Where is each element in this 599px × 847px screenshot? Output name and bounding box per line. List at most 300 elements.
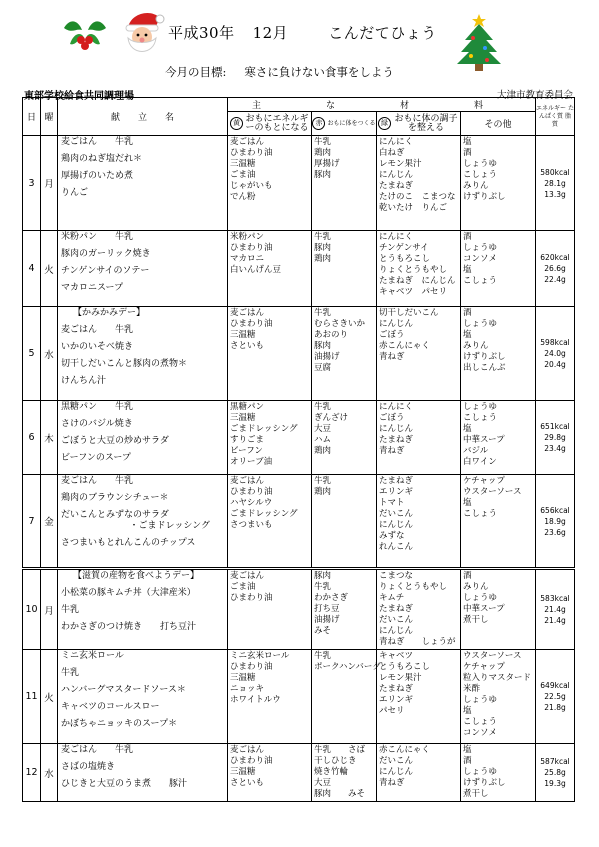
row-day: 10 (23, 569, 41, 650)
menu-item: いかのいそべ焼き (61, 342, 134, 352)
row-day: 3 (23, 136, 41, 231)
ingredient: 麦ごはん (230, 571, 265, 581)
ingredient: ごま油 (230, 582, 256, 592)
row-nutrition (536, 307, 575, 401)
row-menu (58, 475, 228, 569)
nutrition-value: 22.4g (544, 275, 566, 284)
col-nutrition: エネルギー たんぱく質 脂 質 (536, 98, 575, 136)
ingredient: レモン果汁 (379, 159, 422, 169)
ingredient: 塩 (463, 424, 472, 434)
ingredient: とうもろこし (379, 662, 431, 672)
ingredient: ごま油 (230, 170, 256, 180)
title-name: こんだてひょう (328, 24, 437, 42)
ingredient: 牛乳 (314, 651, 332, 661)
menu-item: さつまいもとれんこんのチップス (61, 538, 196, 548)
ingredient: 塩 (463, 330, 472, 340)
row-weekday: 火 (41, 231, 58, 307)
ingredient: ビーフン (230, 446, 263, 456)
ingredient: 鶏肉 (314, 254, 332, 264)
page-title (168, 22, 455, 43)
ingredient: わかさぎ (314, 593, 349, 603)
nutrition-value: 656kcal (540, 505, 570, 515)
row-body (312, 569, 377, 650)
ingredient: エリンギ (379, 487, 414, 497)
nutrition-value: 23.6g (544, 527, 566, 537)
ingredient: 三温糖 (230, 767, 256, 777)
title-month: 12月 (252, 24, 289, 42)
ingredient: あおのり (314, 330, 349, 340)
row-nutrition (536, 569, 575, 650)
row-day: 11 (23, 650, 41, 744)
row-energy (228, 475, 312, 569)
menu-item: キャベツのコールスロー (61, 702, 160, 712)
row-regulate (377, 569, 461, 650)
row-other (461, 231, 536, 307)
nutrition-value: 23.4g (544, 444, 566, 453)
row-other (461, 307, 536, 401)
ingredient: 煮干し (463, 789, 489, 799)
menu-item: 黒糖パン 牛乳 (61, 402, 134, 412)
ingredient: 豚肉 (314, 243, 332, 253)
row-weekday: 木 (41, 401, 58, 475)
ingredient: けずりぶし (463, 778, 506, 788)
menu-item: だいこんとみずなのサラダ (61, 510, 169, 520)
ingredient: りょくとうもやし (379, 265, 448, 275)
nutrition-value: 24.0g (544, 349, 566, 358)
nutrition-value: 649kcal (540, 681, 570, 690)
ingredient: けずりぶし (463, 192, 506, 202)
ingredient: ウスターソース (463, 651, 522, 661)
ingredient: 鶏肉 (314, 487, 332, 497)
goal-text: 寒さに負けない食事をしよう (244, 65, 394, 79)
ingredient: しょうゆ (463, 319, 498, 329)
row-nutrition (536, 231, 575, 307)
ingredient: 厚揚げ (314, 159, 340, 169)
ingredient: 青ねぎ (379, 352, 405, 362)
ingredient: 煮干し (463, 615, 489, 625)
ingredient: しょうゆ (463, 243, 498, 253)
nutrition-value: 587kcal (540, 757, 570, 766)
ingredient: にんじん (379, 424, 414, 434)
menu-item: さばの塩焼き (61, 762, 116, 772)
row-menu (58, 401, 228, 475)
ingredient: 牛乳 さば (314, 745, 366, 755)
row-body (312, 136, 377, 231)
ingredient: にんにく (379, 402, 414, 412)
ingredient: みそ (314, 626, 332, 636)
ingredient: 赤こんにゃく (379, 745, 430, 755)
row-regulate (377, 136, 461, 231)
ingredient: だいこん (379, 509, 414, 519)
row-other (461, 650, 536, 744)
ingredient: 塩 (463, 706, 472, 716)
menu-item: 鶏肉のブラウンシチュー＊ (61, 493, 169, 503)
nutrition-value: 22.5g (544, 692, 566, 701)
nutrition-value: 18.9g (544, 516, 566, 526)
row-menu (58, 569, 228, 650)
menu-item: ひじきと大豆のうま煮 豚汁 (61, 779, 188, 789)
menu-item: ごぼうと大豆の炒めサラダ (61, 436, 169, 446)
nutrition-value: 28.1g (544, 178, 566, 188)
row-day: 6 (23, 401, 41, 475)
row-regulate (377, 307, 461, 401)
row-menu (58, 650, 228, 744)
ingredient: 白いんげん豆 (230, 265, 282, 275)
ingredient: ぎんざけ (314, 413, 349, 423)
ingredient: たまねぎ (379, 604, 414, 614)
nutrition-value: 21.4g (544, 616, 566, 625)
ingredient: こしょう (463, 413, 498, 423)
menu-item: 【かみかみデー】 (73, 308, 146, 318)
menu-item: 麦ごはん 牛乳 (61, 137, 134, 147)
ingredient: キャベツ (379, 651, 414, 661)
ingredient: たまねぎ (379, 476, 414, 486)
ingredient: ひまわり油 (230, 662, 273, 672)
table-row (23, 401, 575, 475)
ingredient: ポークハンバーグ (314, 662, 381, 672)
row-day: 4 (23, 231, 41, 307)
nutrition-value: 580kcal (540, 167, 570, 177)
ingredient: 切干しだいこん (379, 308, 439, 318)
ingredient: 酒 (463, 571, 472, 581)
row-other (461, 401, 536, 475)
ingredient: 牛乳 (314, 232, 332, 242)
ingredient: 麦ごはん (230, 476, 265, 486)
nutrition-value: 598kcal (540, 338, 570, 347)
table-row (23, 569, 575, 650)
ingredient: 米粉パン (230, 232, 265, 242)
ingredient: ごぼう (379, 330, 405, 340)
row-regulate (377, 475, 461, 569)
row-menu (58, 307, 228, 401)
col-other: その他 (461, 112, 536, 136)
row-energy (228, 401, 312, 475)
row-weekday: 月 (41, 569, 58, 650)
ingredient: にんにく (379, 137, 414, 147)
ingredient: たまねぎ (379, 181, 414, 191)
ingredient: 三温糖 (230, 673, 256, 683)
ingredient: 麦ごはん (230, 745, 265, 755)
holly-icon (60, 14, 110, 54)
ingredient: ハム (314, 435, 332, 445)
nutrition-value: 13.3g (544, 189, 566, 199)
table-row (23, 136, 575, 231)
ingredient: チンゲンサイ (379, 243, 429, 253)
menu-item: ハンバーグマスタードソース＊ (61, 685, 186, 695)
ingredient: 青ねぎ (379, 446, 405, 456)
ingredient: 青ねぎ (379, 778, 405, 788)
ingredient: でん粉 (230, 192, 256, 202)
ingredient: 豚肉 (314, 571, 332, 581)
board-name: 大津市教育委員会 (496, 90, 573, 101)
ingredient: しょうゆ (463, 593, 498, 603)
nutrition-value: 21.4g (544, 605, 566, 614)
ingredient: 粒入りマスタード (463, 673, 532, 683)
row-nutrition (536, 475, 575, 569)
ingredient: 鶏肉 (314, 148, 332, 158)
ingredient: 白ねぎ (379, 148, 405, 158)
row-body (312, 401, 377, 475)
nutrition-value: 651kcal (540, 422, 570, 431)
menu-table (22, 97, 575, 802)
row-other (461, 136, 536, 231)
ingredient: 塩 (463, 498, 472, 508)
ingredient: こまつな (379, 571, 414, 581)
row-weekday: 月 (41, 136, 58, 231)
ingredient: 豆腐 (314, 363, 332, 373)
row-body (312, 307, 377, 401)
row-weekday: 水 (41, 744, 58, 802)
row-energy (228, 569, 312, 650)
ingredient: こしょう (463, 509, 498, 519)
row-body (312, 744, 377, 802)
ingredient: 酒 (463, 756, 472, 766)
row-menu (58, 744, 228, 802)
ingredient: パセリ (379, 706, 405, 716)
ingredient: にんじん (379, 319, 414, 329)
monthly-goal (165, 64, 394, 80)
ingredient: れんこん (379, 542, 414, 552)
ingredient: 酒 (463, 232, 472, 242)
ingredient: 豚肉 (314, 341, 332, 351)
menu-item: わかさぎのつけ焼き 打ち豆汁 (61, 622, 197, 632)
menu-item: 鶏肉のねぎ塩だれ＊ (61, 154, 143, 164)
santa-icon (120, 10, 166, 58)
ingredient: ごまドレッシング (230, 509, 298, 519)
ingredient: 出しこんぶ (463, 363, 506, 373)
row-nutrition (536, 401, 575, 475)
ingredient: キャベツ パセリ (379, 287, 448, 297)
menu-item: さけのバジル焼き (61, 419, 133, 429)
ingredient: 牛乳 (314, 582, 332, 592)
ingredient: しょうゆ (463, 767, 498, 777)
ingredient: にんじん (379, 626, 414, 636)
table-row (23, 231, 575, 307)
col-weekday: 曜 (41, 98, 58, 136)
ingredient: 赤こんにゃく (379, 341, 430, 351)
menu-item: ミニ玄米ロール (61, 651, 124, 661)
row-body (312, 231, 377, 307)
ingredient: 中華スープ (463, 435, 505, 445)
ingredient: ひまわり油 (230, 487, 273, 497)
ingredient: ハヤシルウ (230, 498, 273, 508)
ingredient: 麦ごはん (230, 308, 265, 318)
ingredient: ごぼう (379, 413, 405, 423)
ingredient: さといも (230, 341, 265, 351)
ingredient: トマト (379, 498, 405, 508)
energy-mark: 黄 (230, 117, 243, 130)
ingredient: 塩 (463, 137, 472, 147)
col-menu: 献 立 名 (58, 98, 228, 136)
ingredient: りょくとうもやし (379, 582, 448, 592)
ingredient: 油揚げ (314, 615, 340, 625)
menu-item: 米粉パン 牛乳 (61, 232, 134, 242)
ingredient: 大豆 (314, 424, 332, 434)
row-body (312, 475, 377, 569)
menu-item: ・ごまドレッシング (129, 521, 210, 531)
ingredient: ごまドレッシング (230, 424, 298, 434)
nutrition-value: 26.6g (544, 264, 566, 273)
ingredient: だいこん (379, 615, 414, 625)
ingredient: こしょう (463, 276, 498, 286)
goal-label: 今月の目標: (165, 65, 227, 79)
ingredient: オリーブ油 (230, 457, 273, 467)
ingredient: レモン果汁 (379, 673, 422, 683)
ingredient: だいこん (379, 756, 414, 766)
row-nutrition (536, 744, 575, 802)
ingredient: 牛乳 (314, 476, 332, 486)
ingredient: ひまわり油 (230, 756, 273, 766)
ingredient: たまねぎ にんじん (379, 276, 456, 286)
ingredient: ケチャップ (463, 476, 505, 486)
menu-item: 小松菜の豚キムチ丼（大津産米） (61, 588, 196, 598)
ingredient: にんじん (379, 170, 414, 180)
col-ingredients: 主 な 材 料 (228, 98, 536, 112)
ingredient: ウスターソース (463, 487, 522, 497)
row-energy (228, 650, 312, 744)
ingredient: すりごま (230, 435, 265, 445)
row-regulate (377, 231, 461, 307)
row-other (461, 475, 536, 569)
row-weekday: 金 (41, 475, 58, 569)
ingredient: 青ねぎ しょうが (379, 637, 456, 647)
ingredient: 油揚げ (314, 352, 340, 362)
menu-item: 【滋賀の産物を食べようデー】 (73, 571, 200, 581)
ingredient: ひまわり油 (230, 243, 273, 253)
ingredient: 牛乳 (314, 137, 332, 147)
ingredient: 米酢 (463, 684, 481, 694)
ingredient: けずりぶし (463, 352, 506, 362)
nutrition-value: 620kcal (540, 253, 570, 262)
ingredient: キムチ (379, 593, 405, 603)
ingredient: 牛乳 (314, 308, 332, 318)
nutrition-value: 583kcal (540, 594, 570, 603)
ingredient: にんじん (379, 520, 414, 530)
menu-item: 豚肉のガーリック焼き (61, 249, 151, 259)
ingredient: しょうゆ (463, 695, 498, 705)
title-era: 平成30年 (168, 24, 235, 42)
row-weekday: 水 (41, 307, 58, 401)
body-mark: 赤 (312, 117, 325, 130)
menu-item: 切干しだいこんと豚肉の煮物＊ (61, 359, 188, 369)
row-energy (228, 136, 312, 231)
menu-item: 麦ごはん 牛乳 (61, 745, 134, 755)
ingredient: コンソメ (463, 254, 497, 264)
ingredient: 干しひじき (314, 756, 357, 766)
regulate-mark: 緑 (378, 117, 391, 130)
ingredient: コンソメ (463, 728, 497, 738)
ingredient: さといも (230, 778, 265, 788)
ingredient: ニョッキ (230, 684, 265, 694)
row-energy (228, 307, 312, 401)
ingredient: みずな (379, 531, 405, 541)
ingredient: 三温糖 (230, 413, 256, 423)
ingredient: 豚肉 (314, 170, 332, 180)
menu-item: マカロニスープ (61, 283, 124, 293)
ingredient: たけのこ こまつな (379, 192, 456, 202)
ingredient: 乾いたけ りんご (379, 203, 448, 213)
row-energy (228, 231, 312, 307)
ingredient: じゃがいも (230, 181, 273, 191)
ingredient: 打ち豆 (314, 604, 340, 614)
ingredient: 牛乳 (314, 402, 332, 412)
col-energy: 黄 おもにエネルギーのもとになる (228, 112, 312, 136)
menu-item: かぼちゃニョッキのスープ＊ (61, 719, 178, 729)
ingredient: 麦ごはん (230, 137, 265, 147)
ingredient: しょうゆ (463, 159, 498, 169)
row-nutrition (536, 650, 575, 744)
ingredient: ひまわり油 (230, 593, 273, 603)
menu-item: りんご (61, 188, 89, 198)
table-row (23, 475, 575, 569)
ingredient: 鶏肉 (314, 446, 332, 456)
col-body: 赤 おもに体をつくる (312, 112, 377, 136)
ingredient: にんじん (379, 767, 414, 777)
christmas-tree-icon (453, 10, 505, 72)
menu-item: ビーフンのスープ (61, 453, 131, 463)
ingredient: ケチャップ (463, 662, 505, 672)
row-menu (58, 231, 228, 307)
ingredient: 中華スープ (463, 604, 505, 614)
row-day: 12 (23, 744, 41, 802)
ingredient: 酒 (463, 308, 472, 318)
row-regulate (377, 744, 461, 802)
nutrition-value: 20.4g (544, 360, 566, 369)
ingredient: 三温糖 (230, 159, 256, 169)
ingredient: 大豆 (314, 778, 332, 788)
row-menu (58, 136, 228, 231)
menu-item: けんちん汁 (61, 376, 107, 386)
ingredient: むらさきいか (314, 319, 366, 329)
ingredient: 三温糖 (230, 330, 256, 340)
menu-item: 厚揚げのいため煮 (61, 171, 134, 181)
table-row (23, 307, 575, 401)
table-row (23, 650, 575, 744)
nutrition-value: 21.8g (544, 703, 566, 712)
ingredient: ひまわり油 (230, 319, 273, 329)
menu-item: 牛乳 (61, 605, 80, 615)
row-other (461, 569, 536, 650)
nutrition-value: 25.8g (544, 768, 566, 777)
ingredient: たまねぎ (379, 435, 414, 445)
menu-item: 麦ごはん 牛乳 (61, 325, 134, 335)
ingredient: 白ワイン (463, 457, 497, 467)
ingredient: みりん (463, 582, 489, 592)
ingredient: みりん (463, 341, 489, 351)
ingredient: 塩 (463, 745, 472, 755)
ingredient: みりん (463, 181, 489, 191)
ingredient: 塩 (463, 265, 472, 275)
ingredient: 黒糖パン (230, 402, 265, 412)
row-other (461, 744, 536, 802)
row-day: 5 (23, 307, 41, 401)
col-regulate: 緑 おもに体の調子を整える (377, 112, 461, 136)
menu-item: 牛乳 (61, 668, 80, 678)
ingredient: こしょう (463, 717, 498, 727)
table-row (23, 744, 575, 802)
row-nutrition (536, 136, 575, 231)
row-day: 7 (23, 475, 41, 569)
col-day: 日 (23, 98, 41, 136)
ingredient: ホワイトルウ (230, 695, 281, 705)
row-regulate (377, 650, 461, 744)
row-regulate (377, 401, 461, 475)
ingredient: 酒 (463, 148, 472, 158)
ingredient: にんにく (379, 232, 414, 242)
kitchen-name: 東部学校給食共同調理場 (24, 91, 134, 102)
ingredient: とうもろこし (379, 254, 431, 264)
menu-item: 麦ごはん 牛乳 (61, 476, 134, 486)
